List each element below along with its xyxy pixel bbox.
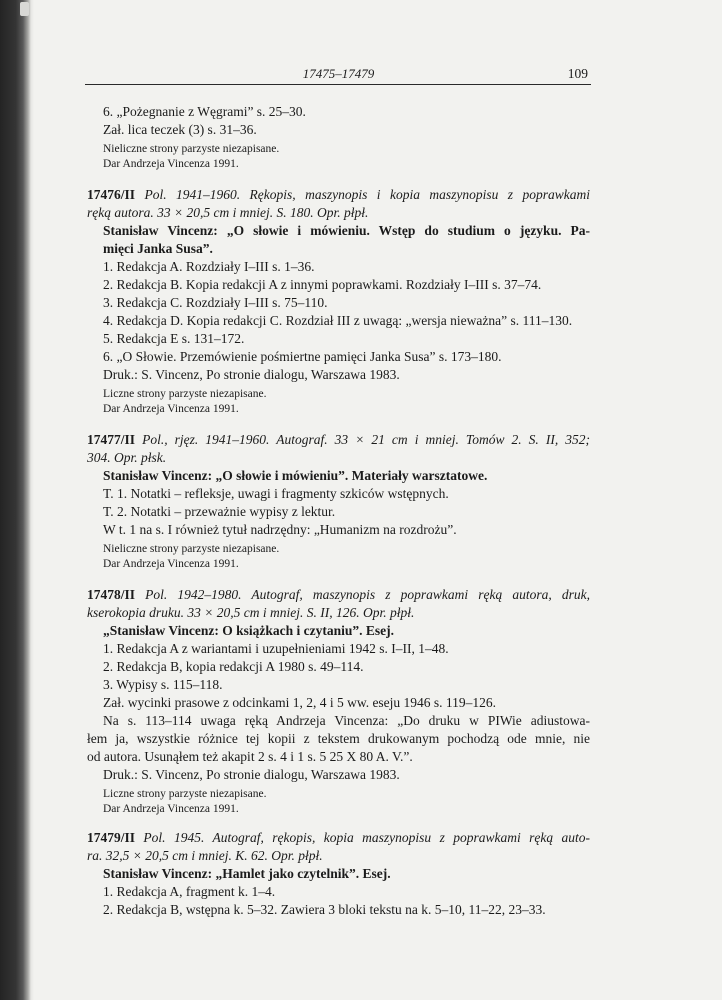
catalog-signature: 17479/II [87, 830, 136, 845]
physical-description-cont: kserokopia druku. 33 × 20,5 cm i mniej. S. II, 126. Opr. płpł. [87, 605, 415, 620]
note-pages: Liczne strony parzyste niezapisane. [103, 388, 267, 400]
print-reference: Druk.: S. Vincenz, Po stronie dialogu, Warszawa 1983. [103, 767, 400, 782]
physical-description-cont: 304. Opr. płsk. [87, 450, 167, 465]
catalog-entry-17476 [87, 186, 590, 417]
entry-title: Stanisław Vincenz: „Hamlet jako czytelnik”. Esej. [103, 866, 391, 881]
content-item: 2. Redakcja B, wstępna k. 5–32. Zawiera 3 bloki tekstu na k. 5–10, 11–22, 23–33. [103, 902, 546, 917]
entry-notes [87, 787, 590, 817]
physical-description: Pol. 1942–1980. Autograf, maszynopis z poprawkami ręką autora, druk, [145, 587, 591, 602]
content-item: 4. Redakcja D. Kopia redakcji C. Rozdział III z uwagą: „wersja nieważna” s. 111–130. [103, 313, 573, 328]
entry-title: Stanisław Vincenz: „O słowie i mówieniu”. Materiały warsztatowe. [103, 468, 488, 483]
note-provenance: Dar Andrzeja Vincenza 1991. [103, 158, 239, 170]
physical-description: Pol., rjęz. 1941–1960. Autograf. 33 × 21 cm i mniej. Tomów 2. S. II, 352; [142, 432, 591, 447]
entry-notes [87, 142, 590, 172]
remark-line: od autora. Usunąłem też akapit 2 s. 4 i 1 s. 5 25 X 80 A. V.”. [87, 749, 413, 764]
content-item: 6. „Pożegnanie z Węgrami” s. 25–30. [103, 104, 306, 119]
scanner-border [0, 0, 34, 1000]
entry-title-cont: mięci Janka Susa”. [103, 241, 213, 256]
content-item: W t. 1 na s. I również tytuł nadrzędny: „Humanizm na rozdrożu”. [103, 522, 457, 537]
attachment-line: Zał. wycinki prasowe z odcinkami 1, 2, 4 i 5 ww. eseju 1946 s. 119–126. [103, 695, 497, 710]
note-provenance: Dar Andrzeja Vincenza 1991. [103, 403, 239, 415]
content-item: 5. Redakcja E s. 131–172. [103, 331, 245, 346]
note-pages: Nieliczne strony parzyste niezapisane. [103, 543, 280, 555]
physical-description: Pol. 1945. Autograf, rękopis, kopia maszynopisu z poprawkami ręką auto- [143, 830, 591, 845]
print-reference: Druk.: S. Vincenz, Po stronie dialogu, Warszawa 1983. [103, 367, 400, 382]
remark-line: Na s. 113–114 uwaga ręką Andrzeja Vincenza: „Do druku w PIWie adiustowa- [103, 713, 590, 728]
entry-heading-line [87, 586, 590, 604]
catalog-signature: 17477/II [87, 432, 136, 447]
catalog-entry-17478 [87, 586, 590, 817]
remark-line: łem ja, wszystkie różnice tej kopii z tekstem drukowanym pochodzą ode mnie, nie [87, 731, 590, 746]
entry-title: Stanisław Vincenz: „O słowie i mówieniu. Wstęp do studium o języku. Pa- [103, 223, 590, 238]
attachment-line: Zał. lica teczek (3) s. 31–36. [103, 122, 257, 137]
catalog-signature: 17476/II [87, 187, 136, 202]
content-item: 1. Redakcja A. Rozdziały I–III s. 1–36. [103, 259, 315, 274]
content-item: T. 1. Notatki – refleksje, uwagi i fragmenty szkiców wstępnych. [103, 486, 449, 501]
content-item: 1. Redakcja A z wariantami i uzupełnieniami 1942 s. I–II, 1–48. [103, 641, 449, 656]
content-item: 2. Redakcja B. Kopia redakcji A z innymi poprawkami. Rozdziały I–III s. 37–74. [103, 277, 542, 292]
page-number: 109 [567, 66, 588, 81]
header-rule [85, 84, 591, 85]
catalog-entry-17477 [87, 431, 590, 572]
physical-description: Pol. 1941–1960. Rękopis, maszynopis i kopia maszynopisu z poprawkami [144, 187, 590, 202]
entry-heading-line [87, 431, 590, 449]
content-item: 3. Redakcja C. Rozdziały I–III s. 75–110. [103, 295, 328, 310]
entry-notes [87, 387, 590, 417]
entry-notes [87, 542, 590, 572]
content-item: 2. Redakcja B, kopia redakcji A 1980 s. 49–114. [103, 659, 364, 674]
note-pages: Liczne strony parzyste niezapisane. [103, 788, 267, 800]
previous-entry-continuation [87, 103, 590, 172]
binding-mark [20, 2, 29, 16]
note-provenance: Dar Andrzeja Vincenza 1991. [103, 558, 239, 570]
content-item: T. 2. Notatki – przeważnie wypisy z lektur. [103, 504, 336, 519]
catalog-text [87, 103, 590, 919]
note-pages: Nieliczne strony parzyste niezapisane. [103, 143, 280, 155]
physical-description-cont: ra. 32,5 × 20,5 cm i mniej. K. 62. Opr. płpł. [87, 848, 323, 863]
content-item: 6. „O Słowie. Przemówienie pośmiertne pamięci Janka Susa” s. 173–180. [103, 349, 502, 364]
entry-heading-line [87, 186, 590, 204]
content-item: 3. Wypisy s. 115–118. [103, 677, 223, 692]
running-header [87, 65, 590, 83]
catalog-range: 17475–17479 [302, 66, 375, 81]
note-provenance: Dar Andrzeja Vincenza 1991. [103, 803, 239, 815]
catalog-entry-17479 [87, 829, 590, 919]
entry-title: „Stanisław Vincenz: O książkach i czytaniu”. Esej. [103, 623, 395, 638]
catalog-signature: 17478/II [87, 587, 136, 602]
entry-heading-line [87, 829, 590, 847]
content-item: 1. Redakcja A, fragment k. 1–4. [103, 884, 276, 899]
physical-description-cont: ręką autora. 33 × 20,5 cm i mniej. S. 180. Opr. płpł. [87, 205, 369, 220]
